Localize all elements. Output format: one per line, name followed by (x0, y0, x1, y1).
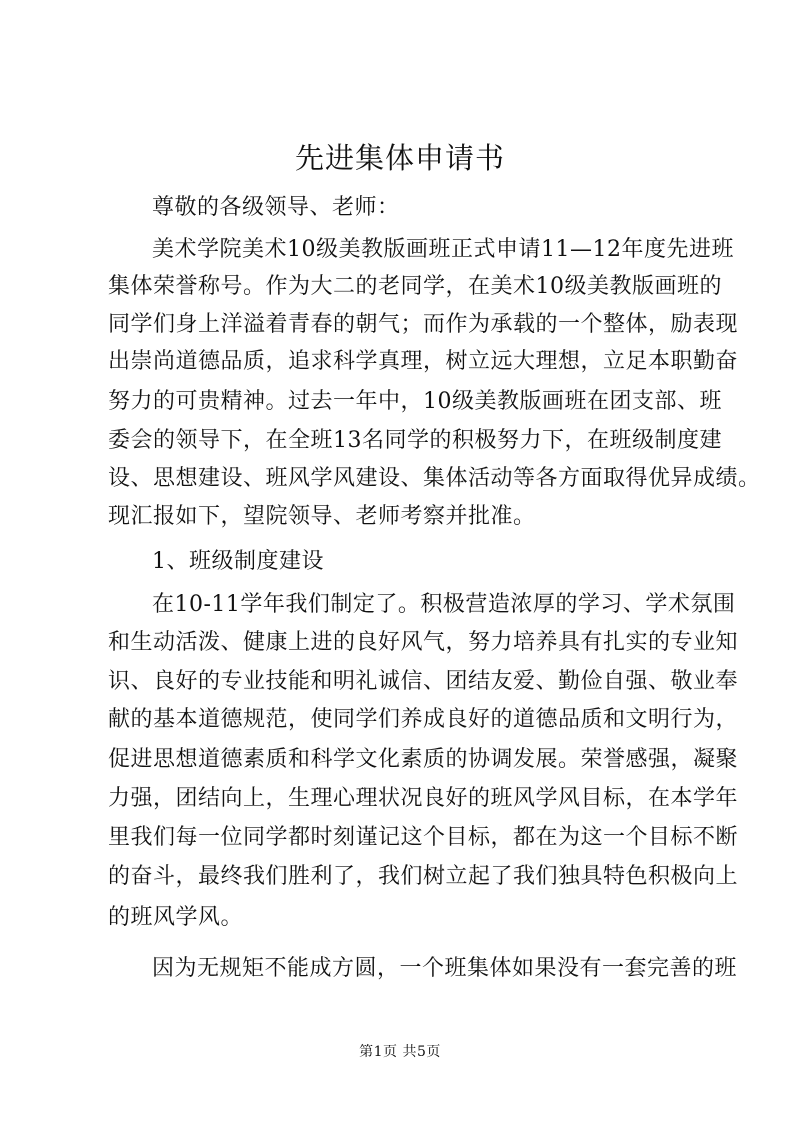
body-text-line: 的奋斗，最终我们胜利了，我们树立起了我们独具特色积极向上 (108, 864, 739, 889)
body-text-line: 和生动活泼、健康上进的良好风气，努力培养具有扎实的专业知 (108, 630, 739, 655)
document-title: 先进集体申请书 (294, 141, 505, 175)
body-text-line: 努力的可贵精神。过去一年中，10级美教版画班在团支部、班 (108, 389, 722, 414)
body-text-line: 同学们身上洋溢着青春的朝气；而作为承载的一个整体，励表现 (108, 312, 739, 337)
body-text-line: 献的基本道德规范，使同学们养成良好的道德品质和文明行为， (108, 707, 739, 732)
body-text-line: 在10-11学年我们制定了。积极营造浓厚的学习、学术氛围 (152, 592, 736, 617)
body-text-line: 出崇尚道德品质，追求科学真理，树立远大理想，立足本职勤奋 (108, 349, 739, 374)
section-heading: 1、班级制度建设 (152, 549, 324, 574)
salutation-line: 尊敬的各级领导、老师： (152, 195, 400, 220)
body-text-line: 设、思想建设、班风学风建设、集体活动等各方面取得优异成绩。 (108, 466, 761, 491)
body-text-line: 现汇报如下，望院领导、老师考察并批准。 (108, 504, 536, 529)
body-text-line: 促进思想道德素质和科学文化素质的协调发展。荣誉感强，凝聚 (108, 747, 739, 772)
body-text-line: 美术学院美术10级美教版画班正式申请11—12年度先进班 (152, 237, 734, 262)
body-text-line: 委会的领导下，在全班13名同学的积极努力下，在班级制度建 (108, 428, 722, 453)
body-text-line: 识、良好的专业技能和明礼诚信、团结友爱、勤俭自强、敬业奉 (108, 669, 739, 694)
page-footer: 第1页 共5页 (359, 1044, 441, 1060)
body-text-line: 集体荣誉称号。作为大二的老同学，在美术10级美教版画班的 (108, 274, 722, 299)
body-text-line: 里我们每一位同学都时刻谨记这个目标，都在为这一个目标不断 (108, 825, 739, 850)
body-text-line: 因为无规矩不能成方圆，一个班集体如果没有一套完善的班 (152, 956, 738, 981)
body-text-line: 的班风学风。 (108, 905, 244, 930)
body-text-line: 力强，团结向上，生理心理状况良好的班风学风目标，在本学年 (108, 786, 739, 811)
